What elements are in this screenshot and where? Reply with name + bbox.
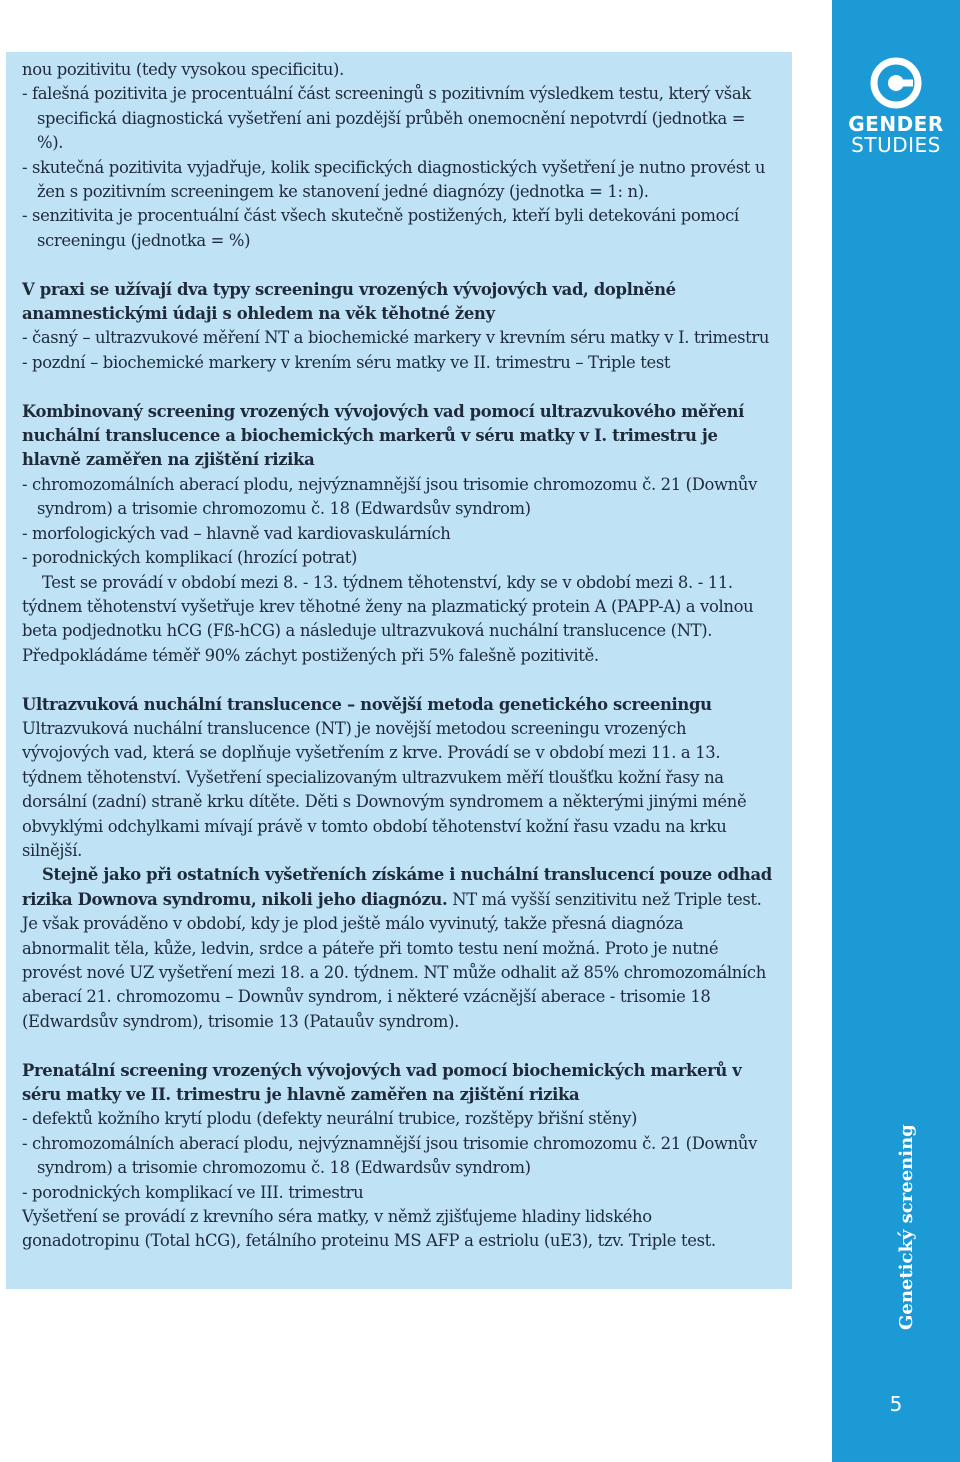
list-item: - chromozomálních aberací plodu, nejvýznamnější jsou trisomie chromozomu č. 21 (Downův syndrom) a trisomie chromozomu č. 18 (Edwardsův syndrom) <box>22 474 758 519</box>
section-label: Genetický screening <box>896 1124 917 1330</box>
emphasis: Stejně jako při ostatních vyšetřeních získáme i nuchální translucencí pouze odhad rizika Downova syndromu, nikoli jeho diagnózu. <box>22 865 772 909</box>
paragraph-rest: NT má vyšší senzitivitu než Triple test. Je však prováděno v období, kdy je plod ještě málo vyvinutý, takže přesná diagnóza abnormalit těla, kůže, ledvin, srdce a páteře při tomto testu není možná. Proto je nutné provést nové UZ vyšetření mezi 18. a 20. týdnem. NT může odhalit až 85% chromozomálních aberací 21. chromozomu – Downův syndrom, i některé vzácnější aberace - trisomie 18 (Edwardsův syndrom), trisomie 13 (Patauův syndrom). <box>22 889 766 1031</box>
spacer <box>22 253 772 277</box>
list-item: - defektů kožního krytí plodu (defekty neurální trubice, rozštěpy břišní stěny) <box>22 1109 638 1129</box>
section-heading: Kombinovaný screening vrozených vývojových vad pomocí ultrazvukového měření nuchální translucence a biochemických markerů v séru matky v I. trimestru je hlavně zaměřen na zjištění rizika <box>22 401 744 470</box>
section-heading: V praxi se užívají dva typy screeningu vrozených vývojových vad, doplněné anamnestickými údaji s ohledem na věk těhotné ženy <box>22 279 676 324</box>
logo-text-studies: STUDIES <box>851 133 941 157</box>
spacer <box>22 375 772 399</box>
spacer <box>22 1034 772 1058</box>
list-item: - morfologických vad – hlavně vad kardiovaskulárních <box>22 523 451 543</box>
section-heading: Prenatální screening vrozených vývojových vad pomocí biochemických markerů v séru matky ve II. trimestru je hlavně zaměřen na zjištění rizika <box>22 1060 742 1104</box>
section-heading: Ultrazvuková nuchální translucence – novější metoda genetického screeningu <box>22 694 712 714</box>
paragraph: nou pozitivitu (tedy vysokou specificitu). <box>22 60 344 79</box>
definition-sensitivity: - senzitivita je procentuální část všech skutečně postižených, kteří byli detekováni pomocí screeningu (jednotka = %) <box>22 206 739 250</box>
paragraph: Vyšetření se provádí z krevního séra matky, v němž zjišťujeme hladiny lidského gonadotropinu (Total hCG), fetálního proteinu MS AFP a estriolu (uE3), tzv. Triple test. <box>22 1207 716 1251</box>
list-item: - porodnických komplikací (hrozící potrat) <box>22 548 358 568</box>
list-item: - porodnických komplikací ve III. trimestru <box>22 1182 364 1202</box>
definition-true-positivity: - skutečná pozitivita vyjadřuje, kolik specifických diagnostických vyšetření je nutno provést u žen s pozitivním screeningem ke stanovení jedné diagnózy (jednotka = 1: n). <box>22 157 766 202</box>
logo-text-gender: GENDER <box>848 112 944 136</box>
logo-g-icon <box>869 56 923 110</box>
list-item: - časný – ultrazvukové měření NT a biochemické markery v krevním séru matky v I. trimestru <box>22 328 770 348</box>
gender-studies-logo <box>832 56 960 156</box>
paragraph: Test se provádí v období mezi 8. - 13. týdnem těhotenství, kdy se v období mezi 8. - 11. týdnem těhotenství vyšetřuje krev těhotné ženy na plazmatický protein A (PAPP-A) a volnou beta podjednotku hCG (Fß-hCG) a následuje ultrazvuková nuchální translucence (NT). Předpokládáme téměř 90% záchyt postižených při 5% falešně pozitivitě. <box>22 572 754 665</box>
paragraph: Ultrazvuková nuchální translucence (NT) je novější metodou screeningu vrozených vývojových vad, která se doplňuje vyšetřením z krve. Provádí se v období mezi 11. a 13. týdnem těhotenství. Vyšetření specializovaným ultrazvukem měří tloušťku kožní řasy na dorsální (zadní) straně krku dítěte. Děti s Downovým syndromem a některými jinými méně obvyklými odchylkami mívají právě v tomto období těhotenství kožní řasu vzadu na krku silnější. <box>22 718 747 860</box>
list-item: - chromozomálních aberací plodu, nejvýznamnější jsou trisomie chromozomu č. 21 (Downův syndrom) a trisomie chromozomu č. 18 (Edwardsův syndrom) <box>22 1133 758 1178</box>
page-number: 5 <box>889 1392 903 1416</box>
article-text <box>22 58 772 1254</box>
definition-false-positivity: - falešná pozitivita je procentuální část screeningů s pozitivním výsledkem testu, který však specifická diagnostická vyšetření ani pozdější průběh onemocnění nepotvrdí (jednotka = %). <box>22 84 751 153</box>
spacer <box>22 668 772 692</box>
list-item: - pozdní – biochemické markery v krením séru matky ve II. trimestru – Triple test <box>22 352 671 372</box>
paragraph <box>22 863 772 1034</box>
